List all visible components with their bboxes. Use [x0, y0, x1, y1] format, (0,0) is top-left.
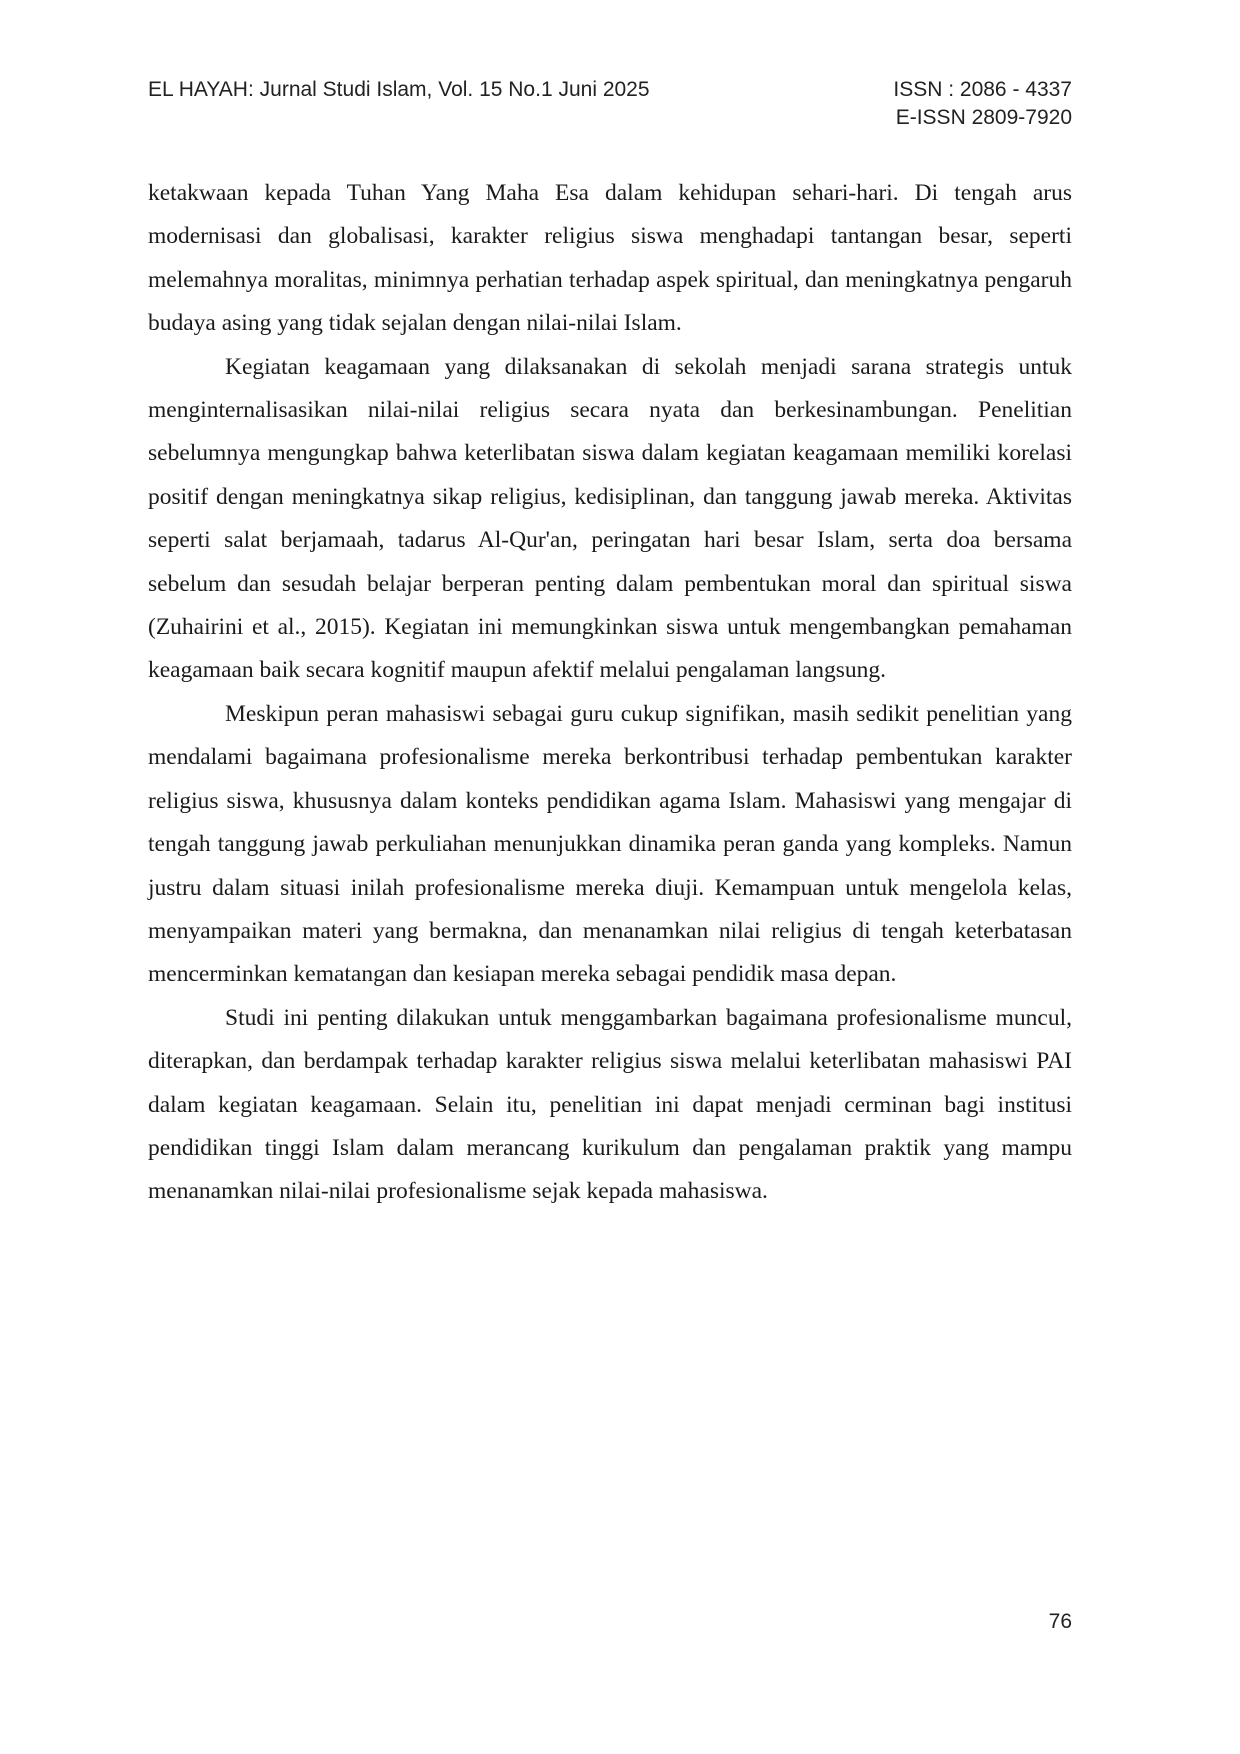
- paragraph-2: Kegiatan keagamaan yang dilaksanakan di sekolah menjadi sarana strategis untuk menginternalisasikan nilai-nilai religius secara nyata dan berkesinambungan. Penelitian sebelumnya mengungkap bahwa keterlibatan siswa dalam kegiatan keagamaan memiliki korelasi positif dengan meningkatnya sikap religius, kedisiplinan, dan tanggung jawab mereka. Aktivitas seperti salat berjamaah, tadarus Al-Qur'an, peringatan hari besar Islam, serta doa bersama sebelum dan sesudah belajar berperan penting dalam pembentukan moral dan spiritual siswa (Zuhairini et al., 2015). Kegiatan ini memungkinkan siswa untuk mengembangkan pemahaman keagamaan baik secara kognitif maupun afektif melalui pengalaman langsung.: [148, 353, 1072, 684]
- issn-block: [893, 76, 1072, 132]
- journal-header: EL HAYAH: Jurnal Studi Islam, Vol. 15 No.1 Juni 2025: [148, 78, 650, 101]
- paragraph-3: Meskipun peran mahasiswi sebagai guru cukup signifikan, masih sedikit penelitian yang mendalami bagaimana profesionalisme mereka berkontribusi terhadap pembentukan karakter religius siswa, khususnya dalam konteks pendidikan agama Islam. Mahasiswi yang mengajar di tengah tanggung jawab perkuliahan menunjukkan dinamika peran ganda yang kompleks. Namun justru dalam situasi inilah profesionalisme mereka diuji. Kemampuan untuk mengelola kelas, menyampaikan materi yang bermakna, dan menanamkan nilai religius di tengah keterbatasan mencerminkan kematangan dan kesiapan mereka sebagai pendidik masa depan.: [148, 700, 1072, 988]
- paragraph-4: Studi ini penting dilakukan untuk menggambarkan bagaimana profesionalisme muncul, diterapkan, dan berdampak terhadap karakter religius siswa melalui keterlibatan mahasiswi PAI dalam kegiatan keagamaan. Selain itu, penelitian ini dapat menjadi cerminan bagi institusi pendidikan tinggi Islam dalam merancang kurikulum dan pengalaman praktik yang mampu menanamkan nilai-nilai profesionalisme sejak kepada mahasiswa.: [148, 1004, 1072, 1205]
- paragraph-1: ketakwaan kepada Tuhan Yang Maha Esa dalam kehidupan sehari-hari. Di tengah arus modernisasi dan globalisasi, karakter religius siswa menghadapi tantangan besar, seperti melemahnya moralitas, minimnya perhatian terhadap aspek spiritual, dan meningkatnya pengaruh budaya asing yang tidak sejalan dengan nilai-nilai Islam.: [148, 180, 1072, 337]
- article-body: [148, 172, 1072, 1214]
- eissn: E-ISSN 2809-7920: [895, 106, 1072, 129]
- page-number: 76: [1048, 1610, 1072, 1633]
- issn: ISSN : 2086 - 4337: [893, 78, 1072, 101]
